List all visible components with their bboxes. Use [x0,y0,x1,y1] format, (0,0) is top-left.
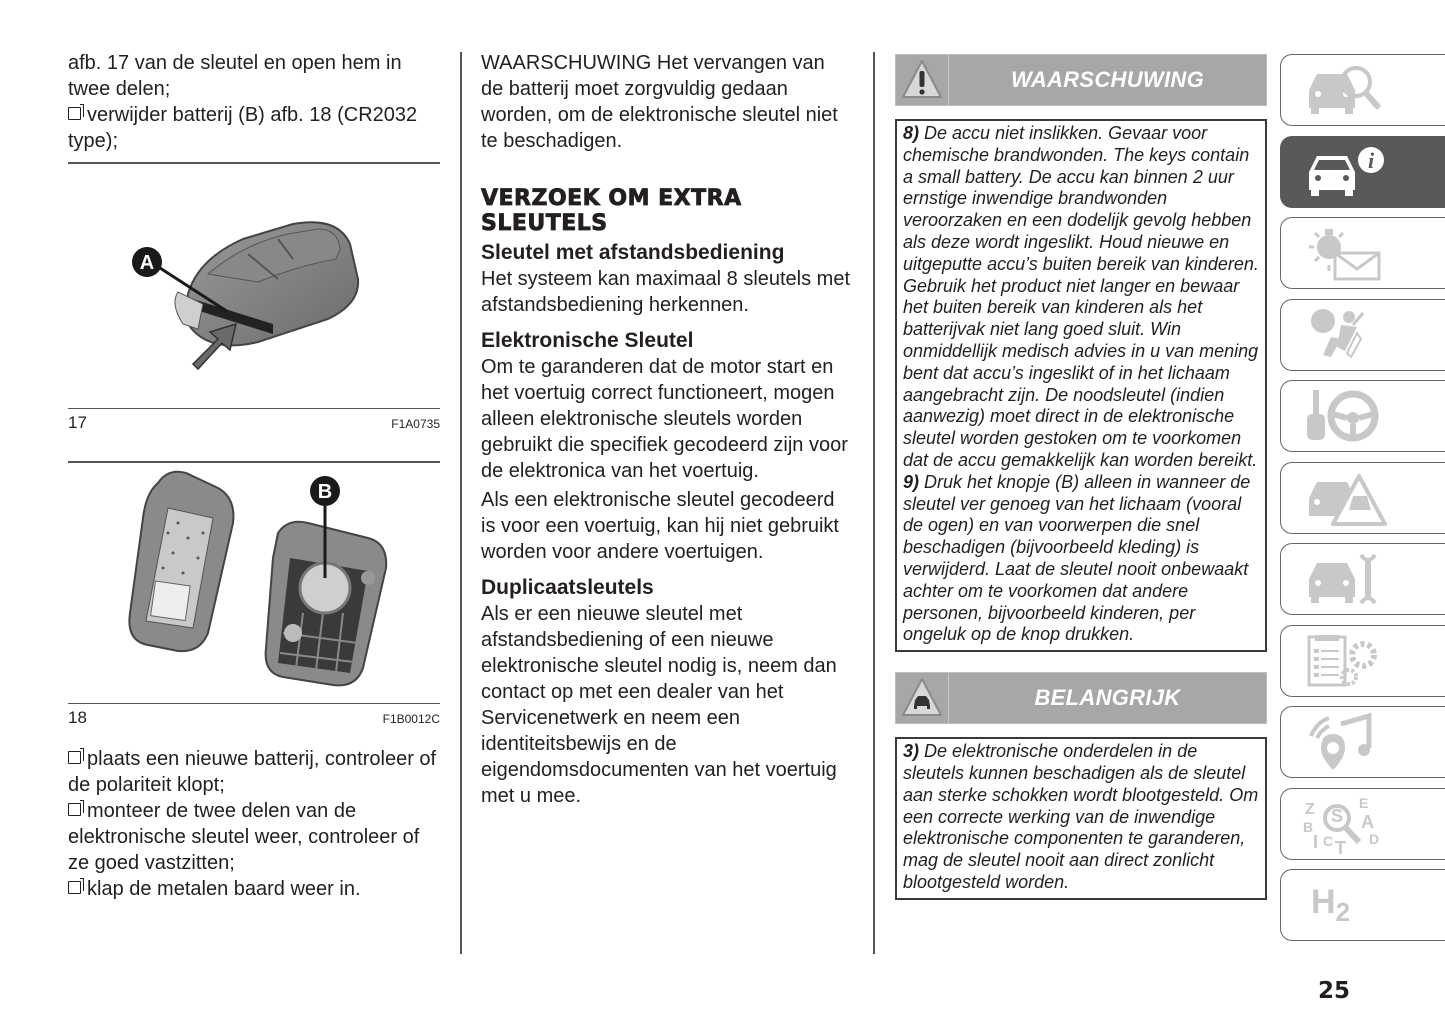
tab-emergency[interactable] [1280,462,1445,534]
list-gears-icon [1301,629,1391,693]
subsection-title: Duplicaatsleutels [481,576,654,599]
svg-text:T: T [1335,837,1346,856]
tab-multimedia[interactable] [1280,706,1445,778]
warning-paragraph: WAARSCHUWING Het vervangen van de batterij moet zorgvuldig gedaan worden, om de elektronische sleutel niet te beschadigen. [481,52,838,152]
chapter-sidebar [1280,54,1445,951]
subsection-title: Elektronische Sleutel [481,329,694,352]
tab-key-steering[interactable] [1280,380,1445,452]
warning-title: WAARSCHUWING [1010,67,1205,92]
callout-b: B [317,480,333,503]
important-item: 3) De elektronische onderdelen in de sleutels kunnen beschadigen als de sleutel aan sterke schokken wordt blootgesteld. Om een correcte werking van de inwendige elektronische componenten te garanderen, mag de sleutel nooit aan direct zonlicht blootgesteld worden. [903,741,1259,892]
multimedia-music-icon [1301,710,1391,774]
index-search-icon [1301,792,1391,856]
tab-hydrogen[interactable] [1280,869,1445,941]
figure-caption [68,704,440,728]
warning-item: 9) Druk het knopje (B) alleen in wanneer de sleutel ver genoeg van het lichaam (vooral de ogen) en van voorwerpen die snel beschadigen (bijvoorbeeld kleding) is verwijderd. Laat de sleutel nooit onbewaakt achter om te voorkomen dat andere personen, bijvoorbeeld kinderen, per ongeluk op de knop drukken. [903,471,1251,645]
paragraph: Het systeem kan maximaal 8 sleutels met afstandsbediening herkennen. [481,268,851,316]
column-left [68,50,440,902]
svg-text:I: I [1313,831,1319,852]
svg-text:i: i [1367,147,1375,173]
intro-text: afb. 17 van de sleutel en open hem in twee delen; [68,52,402,100]
figure-code: F1B0012C [382,712,440,726]
warning-item: 8) De accu niet inslikken. Gevaar voor chemische brandwonden. The keys contain a small battery. De accu kan binnen 2 uur ernstige inwendige brandwonden veroorzaken en een dodelijk gevolg hebben als deze wordt ingeslikt. Houd nieuwe en uitgeputte accu’s buiten bereik van kinderen. Gebruik het product niet langer en bewaar het buiten bereik van kinderen als het batterijvak niet lang goed sluit. Win onmiddellijk medisch advies in u van mening bent dat accu’s ingeslikt of in het lichaam aangebracht zijn. De noodsleutel (indien aanwezig) moet direct in de elektronische sleutel worden gestoken om te voorkomen dat de accu gemakkelijk kan worden bereikt. [903,123,1259,470]
column-right [895,54,1267,900]
svg-text:E: E [1359,794,1369,811]
figure-number: 18 [68,708,87,727]
column-divider [873,52,875,954]
svg-text:B: B [1303,818,1314,835]
svg-text:S: S [1331,805,1344,826]
figure-code: F1A0735 [391,417,440,431]
important-header [895,672,1267,724]
figure-caption [68,409,440,433]
h2-icon: $H_2$ [1311,882,1351,927]
important-box [895,737,1267,900]
key-fob-illustration [68,164,440,408]
tab-airbag-seat[interactable] [1280,299,1445,371]
car-search-icon [1301,58,1391,122]
section-title: VERZOEK OM EXTRA SLEUTELS [481,186,742,236]
column-middle [481,50,851,809]
light-message-icon [1301,221,1391,285]
car-emergency-triangle-icon [1301,466,1391,530]
subsection-title: Sleutel met afstandsbediening [481,241,785,264]
tab-index[interactable] [1280,788,1445,860]
checkbox-bullet-icon [68,107,81,120]
figure-18 [68,463,440,703]
checkbox-bullet-icon [68,881,81,894]
car-wrench-icon [1301,547,1391,611]
paragraph: Om te garanderen dat de motor start en het voertuig correct functioneert, mogen alleen elektronische sleutels worden gebruikt die specifiek gecodeerd zijn voor de elektronica van het voertuig. [481,356,848,482]
paragraph: Als een elektronische sleutel gecodeerd is voor een voertuig, kan hij niet gebruikt worden voor andere voertuigen. [481,489,839,563]
svg-text:D: D [1369,830,1380,847]
warning-triangle-icon [896,55,949,105]
opened-key-fob-illustration [68,463,440,703]
tab-light-message[interactable] [1280,217,1445,289]
page-number: 25 [1318,978,1351,1004]
bullet-item: monteer de twee delen van de elektronische sleutel weer, controleer of ze goed vastzitten; [68,800,420,874]
column-divider [460,52,462,954]
svg-text:Z: Z [1305,800,1315,818]
figure-number: 17 [68,413,87,432]
important-title: BELANGRIJK [1034,685,1181,711]
bullet-item: verwijder batterij (B) afb. 18 (CR2032 type); [68,104,418,152]
svg-text:A: A [1361,811,1374,832]
paragraph: Als er een nieuwe sleutel met afstandsbediening of een nieuwe elektronische sleutel nodig is, neem dan contact op met een dealer van het Servicenetwerk en neem een identiteitsbewijs en de eigendomsdocumenten van het voertuig met u mee. [481,603,837,807]
car-triangle-icon [896,673,949,723]
checkbox-bullet-icon [68,803,81,816]
checkbox-bullet-icon [68,751,81,764]
tab-car-info[interactable] [1280,136,1445,208]
svg-text:C: C [1323,832,1334,849]
tab-technical-data[interactable] [1280,625,1445,697]
bullet-item: klap de metalen baard weer in. [68,876,440,902]
warning-box [895,119,1267,652]
tab-car-search[interactable] [1280,54,1445,126]
key-steering-wheel-icon [1301,384,1391,448]
airbag-seat-icon [1301,303,1391,367]
callout-a: A [139,251,155,274]
figure-17 [68,164,440,408]
car-info-icon [1301,140,1391,204]
tab-car-service[interactable] [1280,543,1445,615]
warning-header [895,54,1267,106]
bullet-item: plaats een nieuwe batterij, controleer of de polariteit klopt; [68,748,437,796]
